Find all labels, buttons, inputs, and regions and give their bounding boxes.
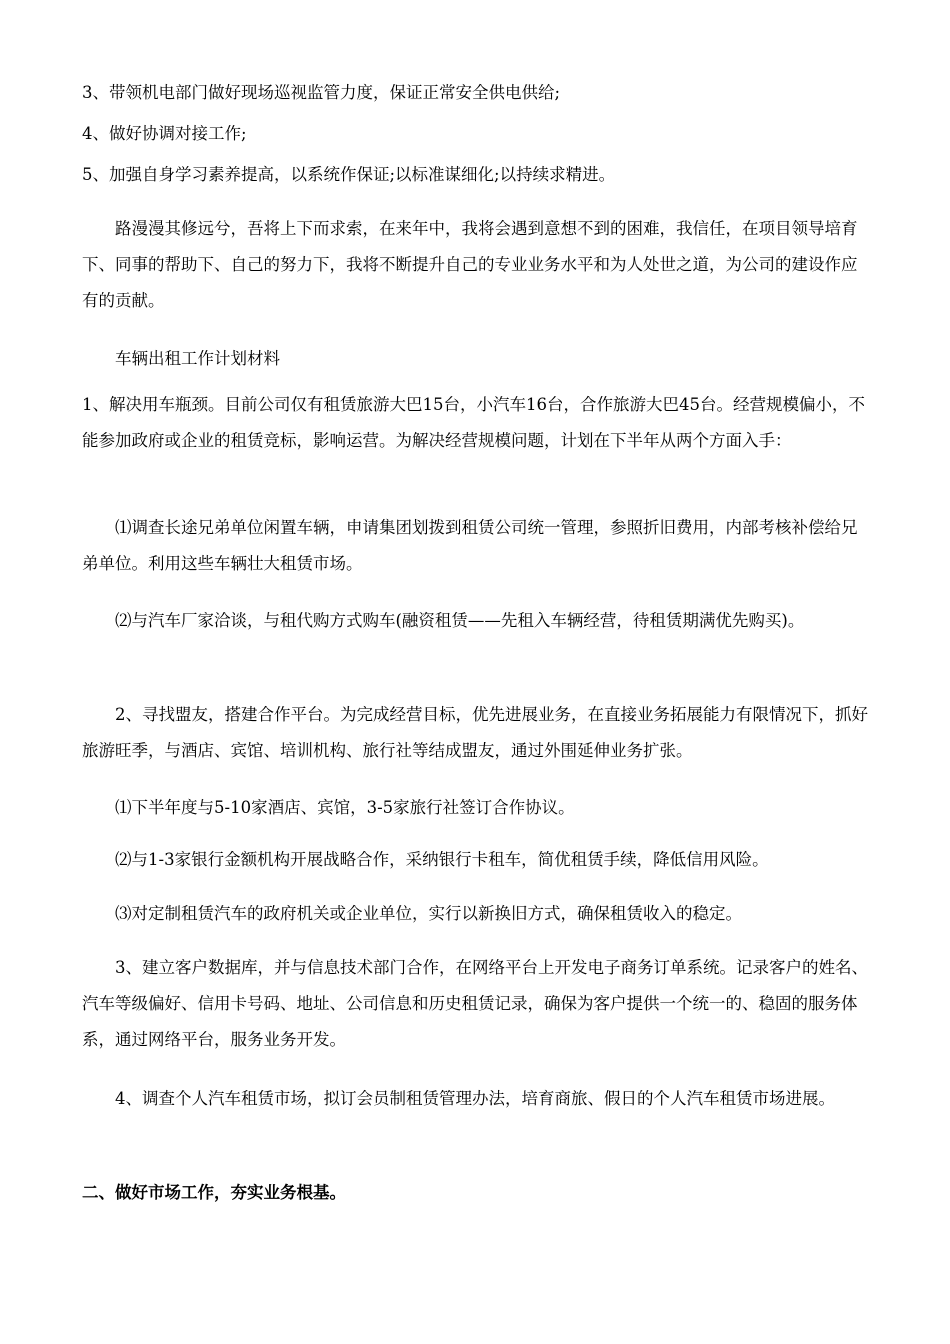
section-title: 车辆出租工作计划材料 (115, 349, 280, 368)
plan-item-4: 4、调查个人汽车租赁市场，拟订会员制租赁管理办法，培育商旅、假日的个人汽车租赁市场进展。 (115, 1089, 835, 1108)
plan-item-2: 2、寻找盟友，搭建合作平台。为完成经营目标，优先进展业务，在直接业务拓展能力有限情况下，抓好旅游旺季，与酒店、宾馆、培训机构、旅行社等结成盟友，通过外围延伸业务扩张。 (82, 705, 868, 760)
plan-item-1: 1、解决用车瓶颈。目前公司仅有租赁旅游大巴15台，小汽车16台，合作旅游大巴45台。经营规模偏小，不能参加政府或企业的租赁竞标，影响运营。为解决经营规模问题，计划在下半年从两个方面入手： (82, 395, 865, 450)
closing-paragraph: 路漫漫其修远兮，吾将上下而求索，在来年中，我将会遇到意想不到的困难，我信任，在项目领导培育下、同事的帮助下、自己的努力下，我将不断提升自己的专业业务水平和为人处世之道，为公司的建设作应有的贡献。 (82, 219, 858, 310)
plan-subitem-2-1: ⑴下半年度与5-10家酒店、宾馆，3-5家旅行社签订合作协议。 (115, 798, 575, 817)
list-item-4: 4、做好协调对接工作; (82, 124, 247, 143)
plan-subitem-2-2: ⑵与1-3家银行金额机构开展战略合作，采纳银行卡租车，简优租赁手续，降低信用风险。 (115, 850, 769, 869)
plan-subitem-2-3: ⑶对定制租赁汽车的政府机关或企业单位，实行以新换旧方式，确保租赁收入的稳定。 (115, 904, 742, 923)
list-item-3: 3、带领机电部门做好现场巡视监管力度，保证正常安全供电供给; (82, 83, 561, 102)
plan-subitem-1-2: ⑵与汽车厂家洽谈，与租代购方式购车(融资租赁——先租入车辆经营，待租赁期满优先购买)。 (115, 611, 805, 630)
plan-item-3: 3、建立客户数据库，并与信息技术部门合作，在网络平台上开发电子商务订单系统。记录客户的姓名、汽车等级偏好、信用卡号码、地址、公司信息和历史租赁记录，确保为客户提供一个统一的、稳固的服务体系，通过网络平台，服务业务开发。 (82, 958, 868, 1049)
list-item-5: 5、加强自身学习素养提高，以系统作保证;以标准谋细化;以持续求精进。 (82, 165, 616, 184)
section-heading: 二、做好市场工作，夯实业务根基。 (82, 1183, 346, 1202)
plan-subitem-1-1: ⑴调查长途兄弟单位闲置车辆，申请集团划拨到租赁公司统一管理，参照折旧费用，内部考核补偿给兄弟单位。利用这些车辆壮大租赁市场。 (82, 518, 858, 573)
